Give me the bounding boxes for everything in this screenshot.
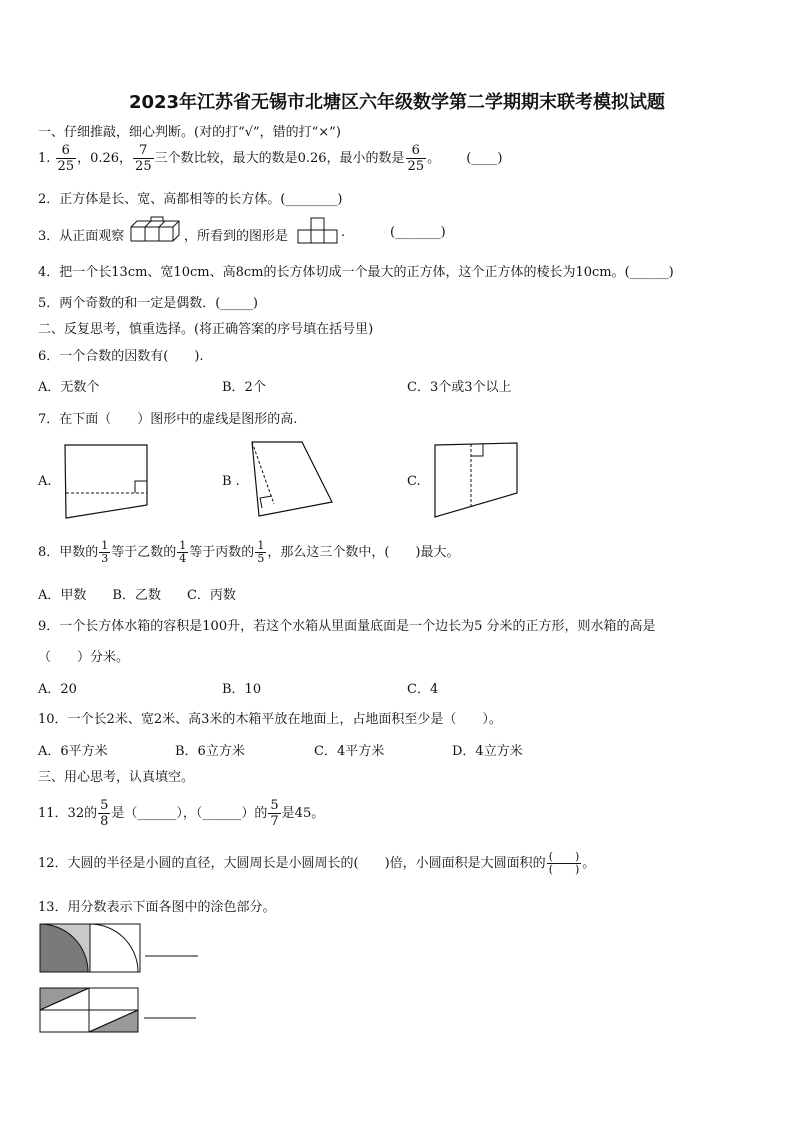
section-3-heading: 三、用心思考，认真填空。 <box>38 770 195 785</box>
question-10: 10．一个长2米、宽2米、高3米的木箱平放在地面上，占地面积至少是（ ）。 <box>38 712 502 727</box>
q13-figure-1-quarter-circles <box>40 924 200 976</box>
question-1 <box>38 143 502 174</box>
section-1-heading: 一、仔细推敲，细心判断。(对的打“√”，错的打“×”) <box>38 125 341 140</box>
front-view-figure <box>298 218 338 244</box>
q9-option-b[interactable]: B．10 <box>222 682 262 697</box>
q10-option-b[interactable]: B．6立方米 <box>175 744 245 759</box>
q8-text-d: ，那么这三个数中，( )最大。 <box>267 545 460 560</box>
question-6: 6．一个合数的因数有( ). <box>38 349 204 364</box>
q9-option-c[interactable]: C．4 <box>407 682 439 697</box>
q3-answer-blank[interactable]: (_______) <box>390 225 446 240</box>
q11-fraction-2: $\frac{5}{7}$ <box>270 798 279 829</box>
question-2: 2．正方体是长、宽、高都相等的长方体。(________) <box>38 192 343 207</box>
q12-text-a: 12．大圆的半径是小圆的直径，大圆周长是小圆周长的( )倍，小圆面积是大圆面积的 <box>38 856 546 871</box>
q1-fraction-2: $\frac{7}{25}$ <box>135 143 152 174</box>
q12-text-c: 。 <box>582 856 596 871</box>
question-7: 7．在下面（ ）图形中的虚线是图形的高. <box>38 412 298 427</box>
q1-text-1: ，0.26， <box>77 151 133 166</box>
q7-option-a-label[interactable]: A. <box>38 474 52 489</box>
page-title: 2023年江苏省无锡市北塘区六年级数学第二学期期末联考模拟试题 <box>128 92 666 113</box>
q1-text-3: 。 <box>427 151 441 166</box>
q6-option-b[interactable]: B．2个 <box>222 380 266 395</box>
question-4: 4．把一个长13cm、宽10cm、高8cm的长方体切成一个最大的正方体，这个正方体的棱长为10cm。(______) <box>38 265 674 280</box>
q7-option-b-label[interactable]: B . <box>222 474 240 489</box>
question-8 <box>38 540 459 565</box>
question-3-text-a: 3．从正面观察 <box>38 229 125 244</box>
q7-figure-c-trapezoid[interactable] <box>433 441 523 519</box>
q1-fraction-3: $\frac{6}{25}$ <box>407 143 425 174</box>
question-3-text-b: ，所看到的图形是 <box>184 229 289 244</box>
q9-option-a[interactable]: A．20 <box>38 682 77 697</box>
q1-fraction-1: $\frac{6}{25}$ <box>57 143 75 174</box>
question-13: 13．用分数表示下面各图中的涂色部分。 <box>38 900 276 915</box>
section-2-heading: 二、反复思考，慎重选择。(将正确答案的序号填在括号里) <box>38 322 374 337</box>
cube-stack-3d-figure <box>131 217 181 245</box>
q7-figure-b-trapezoid[interactable] <box>247 440 337 520</box>
q10-option-a[interactable]: A．6平方米 <box>38 744 108 759</box>
q1-answer-blank[interactable]: (____) <box>466 151 503 166</box>
q7-option-c-label[interactable]: C. <box>407 474 421 489</box>
q10-option-d[interactable]: D．4立方米 <box>452 744 523 759</box>
q1-number: 1. <box>38 151 51 166</box>
q7-figure-a-trapezoid[interactable] <box>62 443 152 521</box>
q11-text-b: 是（______），（______）的 <box>111 806 268 821</box>
q8-text-c: 等于丙数的 <box>189 545 255 560</box>
q8-fraction-2: $\frac{1}{4}$ <box>179 539 187 565</box>
question-11 <box>38 798 324 829</box>
q11-fraction-1: $\frac{5}{8}$ <box>100 798 109 829</box>
question-9-line-2: （ ）分米。 <box>38 650 130 665</box>
q8-text-a: 8．甲数的 <box>38 545 99 560</box>
question-9-line-1: 9．一个长方体水箱的容积是100升，若这个水箱从里面量底面是一个边长为5 分米的正方形，则水箱的高是 <box>38 619 656 634</box>
q6-option-a[interactable]: A．无数个 <box>38 380 100 395</box>
q11-text-c: 是45。 <box>281 806 325 821</box>
question-3-text-c: . <box>341 225 346 240</box>
q8-fraction-1: $\frac{1}{3}$ <box>101 539 109 565</box>
q8-options[interactable]: A．甲数 B．乙数 C．丙数 <box>38 588 236 603</box>
q12-fraction-blank[interactable]: $\frac{( )}{( )}$ <box>548 850 580 876</box>
q8-text-b: 等于乙数的 <box>111 545 177 560</box>
q8-fraction-3: $\frac{1}{5}$ <box>257 539 265 565</box>
question-12 <box>38 851 595 876</box>
q11-text-a: 11．32的 <box>38 806 98 821</box>
q6-option-c[interactable]: C．3个或3个以上 <box>407 380 512 395</box>
question-5: 5．两个奇数的和一定是偶数．(_____) <box>38 296 258 311</box>
q10-option-c[interactable]: C．4平方米 <box>314 744 385 759</box>
q13-figure-2-rectangles <box>40 988 200 1036</box>
q1-text-2: 三个数比较，最大的数是0.26，最小的数是 <box>154 151 405 166</box>
